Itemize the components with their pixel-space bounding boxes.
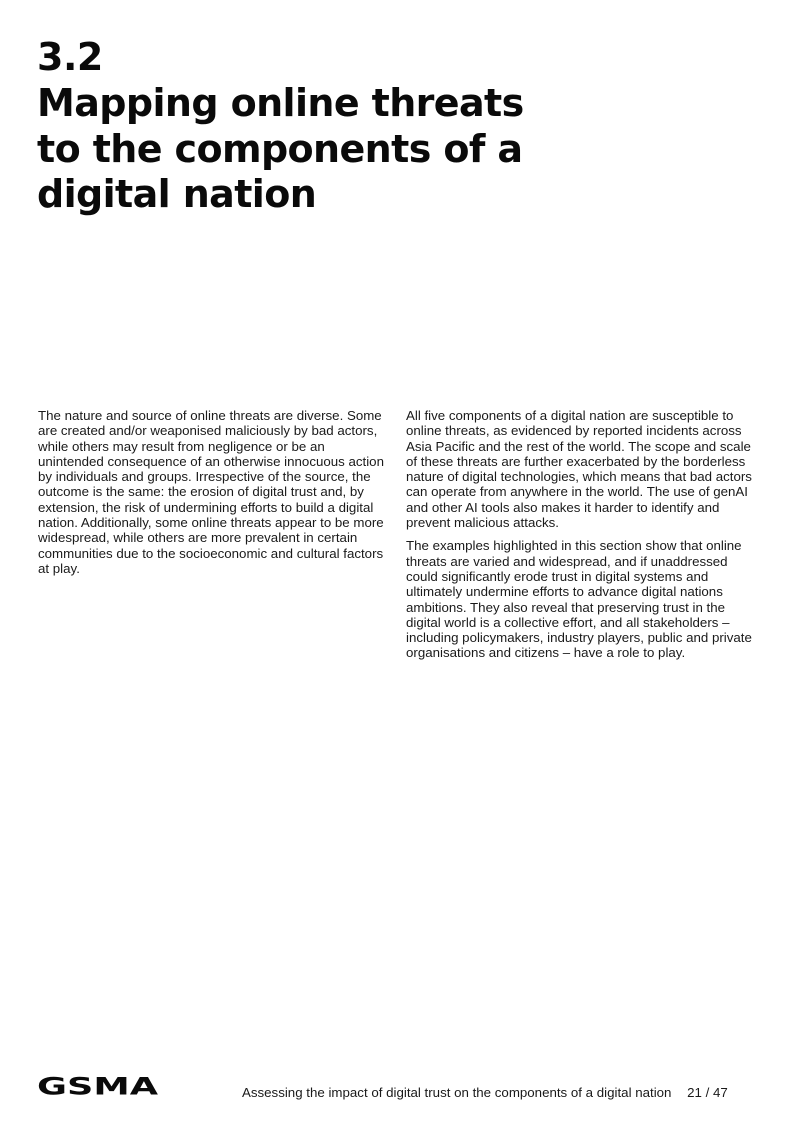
body-column-left	[38, 408, 388, 584]
paragraph: The nature and source of online threats are diverse. Some are created and/or weaponised maliciously by bad actors, while others may result from negligence or be an unintended consequence of an otherwise innocuous action by individuals and groups. Irrespective of the source, the outcome is the same: the erosion of digital trust and, by extension, the risk of undermining efforts to build a digital nation. Additionally, some online threats appear to be more widespread, while others are more prevalent in certain communities due to the socioeconomic and cultural factors at play.	[38, 408, 384, 576]
paragraph: The examples highlighted in this section show that online threats are varied and widespread, and if unaddressed could significantly erode trust in digital systems and ultimately undermine efforts to advance digital nations ambitions. They also reveal that preserving trust in the digital world is a collective effort, and all stakeholders – including policymakers, industry players, public and private organisations and citizens – have a role to play.	[406, 538, 752, 661]
page-title	[37, 81, 597, 218]
body-column-right	[406, 408, 756, 669]
document-title: Assessing the impact of digital trust on the components of a digital nation	[242, 1085, 672, 1100]
section-number: 3.2	[37, 35, 103, 79]
title-line-2: to the components of a	[37, 126, 523, 171]
logo-text: GSMA	[37, 1075, 159, 1097]
gsma-logo	[37, 1075, 159, 1097]
footer-caption	[242, 1085, 728, 1100]
title-line-3: digital nation	[37, 172, 317, 216]
title-line-1: Mapping online threats	[37, 81, 524, 125]
paragraph: All five components of a digital nation are susceptible to online threats, as evidenced by reported incidents across Asia Pacific and the rest of the world. The scope and scale of these threats are further exacerbated by the borderless nature of digital technologies, which means that bad actors can operate from anywhere in the world. The use of genAI and other AI tools also makes it harder to identify and prevent malicious attacks.	[406, 408, 752, 531]
page-footer	[0, 1072, 793, 1121]
page-number: 21 / 47	[687, 1085, 728, 1100]
